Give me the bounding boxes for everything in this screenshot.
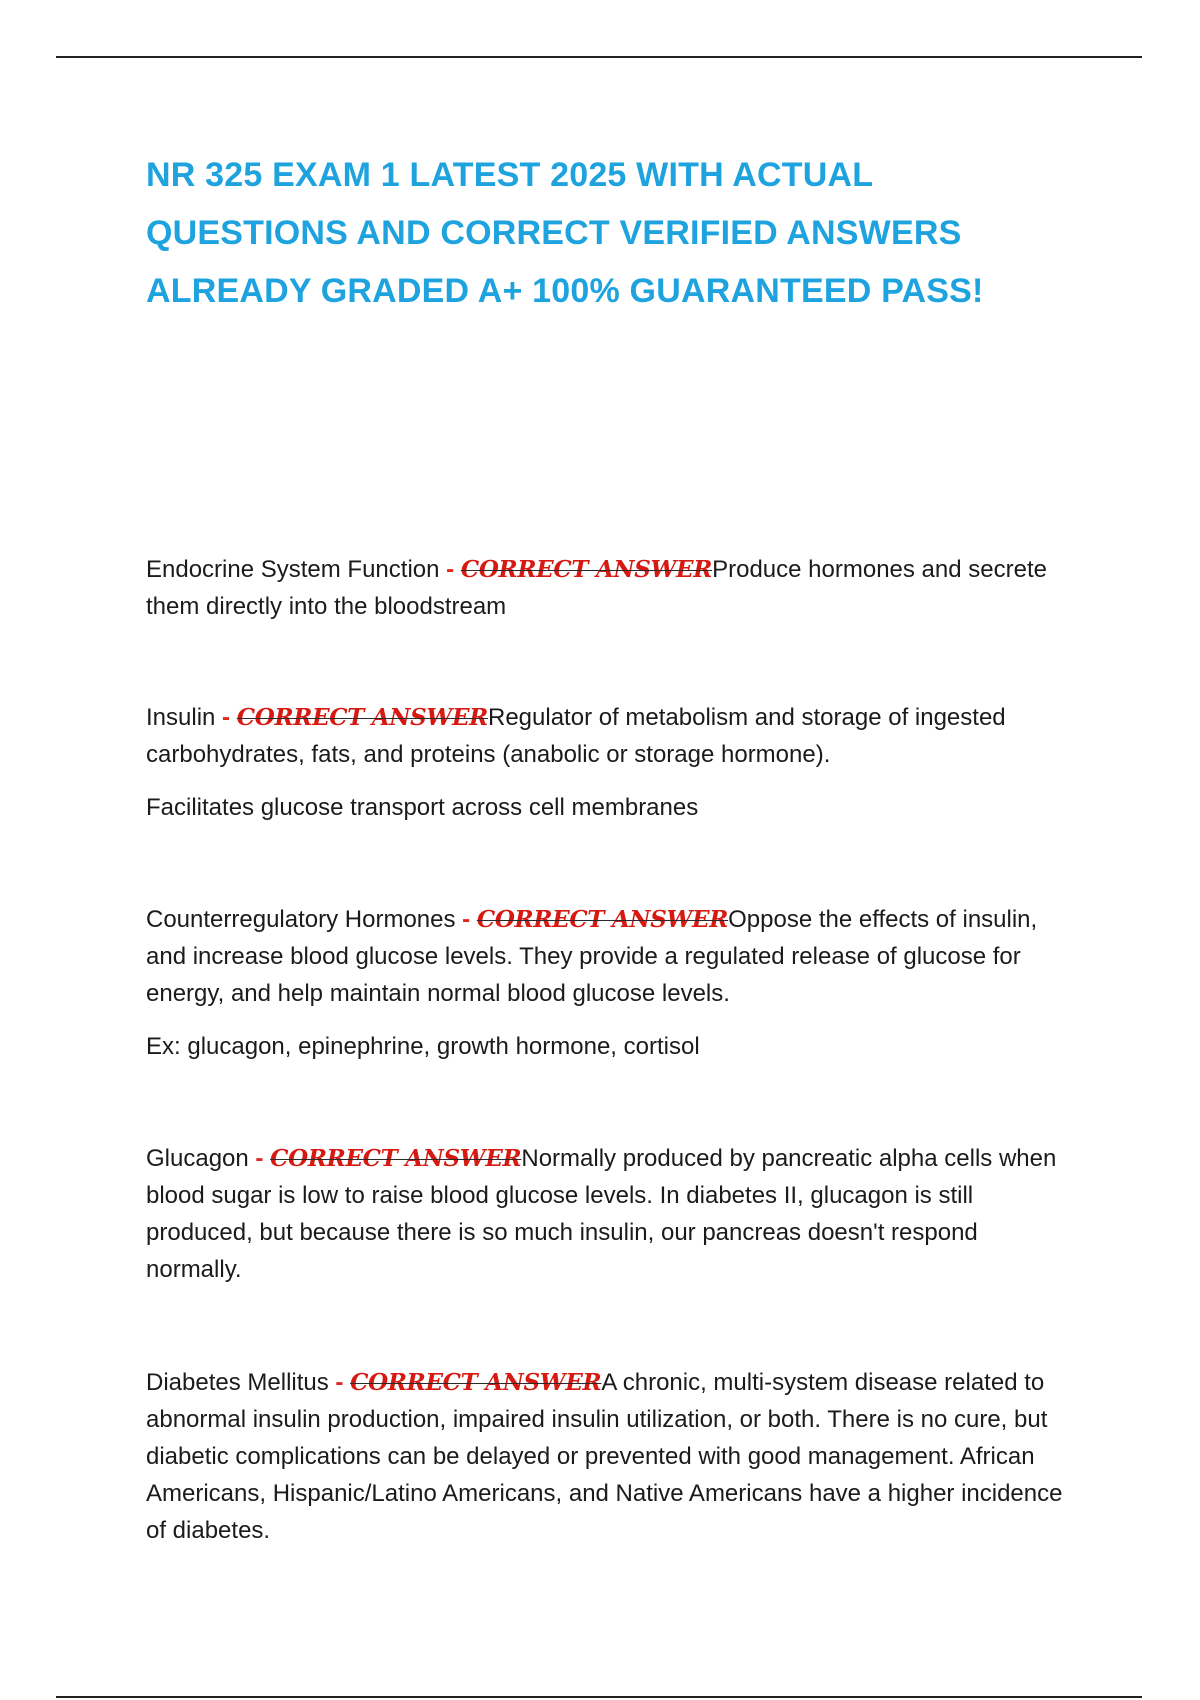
- bottom-rule: [56, 1696, 1142, 1698]
- qa-separator: -: [439, 556, 461, 583]
- qa-item-endocrine-system-function: [146, 551, 1066, 625]
- qa-term: Insulin: [146, 704, 216, 731]
- qa-answer: Produce hormones and secrete them directly into the bloodstream: [146, 556, 1047, 620]
- qa-item-insulin: [146, 699, 1066, 826]
- qa-extra-text: Facilitates glucose transport across cell membranes: [146, 794, 699, 821]
- qa-extra-text: Ex: glucagon, epinephrine, growth hormone, cortisol: [146, 1033, 700, 1060]
- top-rule: [56, 56, 1142, 58]
- qa-answer: Regulator of metabolism and storage of ingested carbohydrates, fats, and proteins (anabolic or storage hormone).: [146, 704, 1006, 768]
- qa-separator: -: [215, 704, 237, 731]
- correct-answer-label: CORRECT ANSWER: [236, 704, 488, 731]
- correct-answer-label: CORRECT ANSWER: [350, 1369, 602, 1396]
- qa-separator: -: [455, 906, 477, 933]
- qa-term: Endocrine System Function: [146, 556, 440, 583]
- qa-item-diabetes-mellitus: [146, 1364, 1066, 1549]
- qa-main-text: [146, 901, 1066, 1012]
- qa-term: Diabetes Mellitus: [146, 1369, 329, 1396]
- document-title: NR 325 EXAM 1 LATEST 2025 WITH ACTUAL QUESTIONS AND CORRECT VERIFIED ANSWERS ALREADY GRADED A+ 100% GUARANTEED PASS!: [146, 156, 984, 310]
- qa-answer: Normally produced by pancreatic alpha cells when blood sugar is low to raise blood glucose levels. In diabetes II, glucagon is still produced, but because there is so much insulin, our pancreas doesn't respond normally.: [146, 1145, 1057, 1283]
- qa-answer: A chronic, multi-system disease related to abnormal insulin production, impaired insulin utilization, or both. There is no cure, but diabetic complications can be delayed or prevented with good management. African Americans, Hispanic/Latino Americans, and Native Americans have a higher incidence of diabetes.: [146, 1369, 1063, 1544]
- qa-separator: -: [328, 1369, 351, 1396]
- qa-main-text: [146, 699, 1066, 773]
- correct-answer-label: CORRECT ANSWER: [270, 1145, 522, 1172]
- qa-main-text: [146, 1140, 1066, 1288]
- qa-answer: Oppose the effects of insulin, and increase blood glucose levels. They provide a regulated release of glucose for energy, and help maintain normal blood glucose levels.: [146, 906, 1038, 1007]
- correct-answer-label: CORRECT ANSWER: [460, 556, 713, 583]
- qa-separator: -: [248, 1145, 271, 1172]
- qa-term: Counterregulatory Hormones: [146, 906, 456, 933]
- qa-term: Glucagon: [146, 1145, 249, 1172]
- qa-main-text: [146, 551, 1066, 625]
- qa-item-glucagon: [146, 1140, 1066, 1288]
- qa-item-counterregulatory-hormones: [146, 901, 1066, 1065]
- qa-main-text: [146, 1364, 1066, 1549]
- correct-answer-label: CORRECT ANSWER: [476, 906, 729, 933]
